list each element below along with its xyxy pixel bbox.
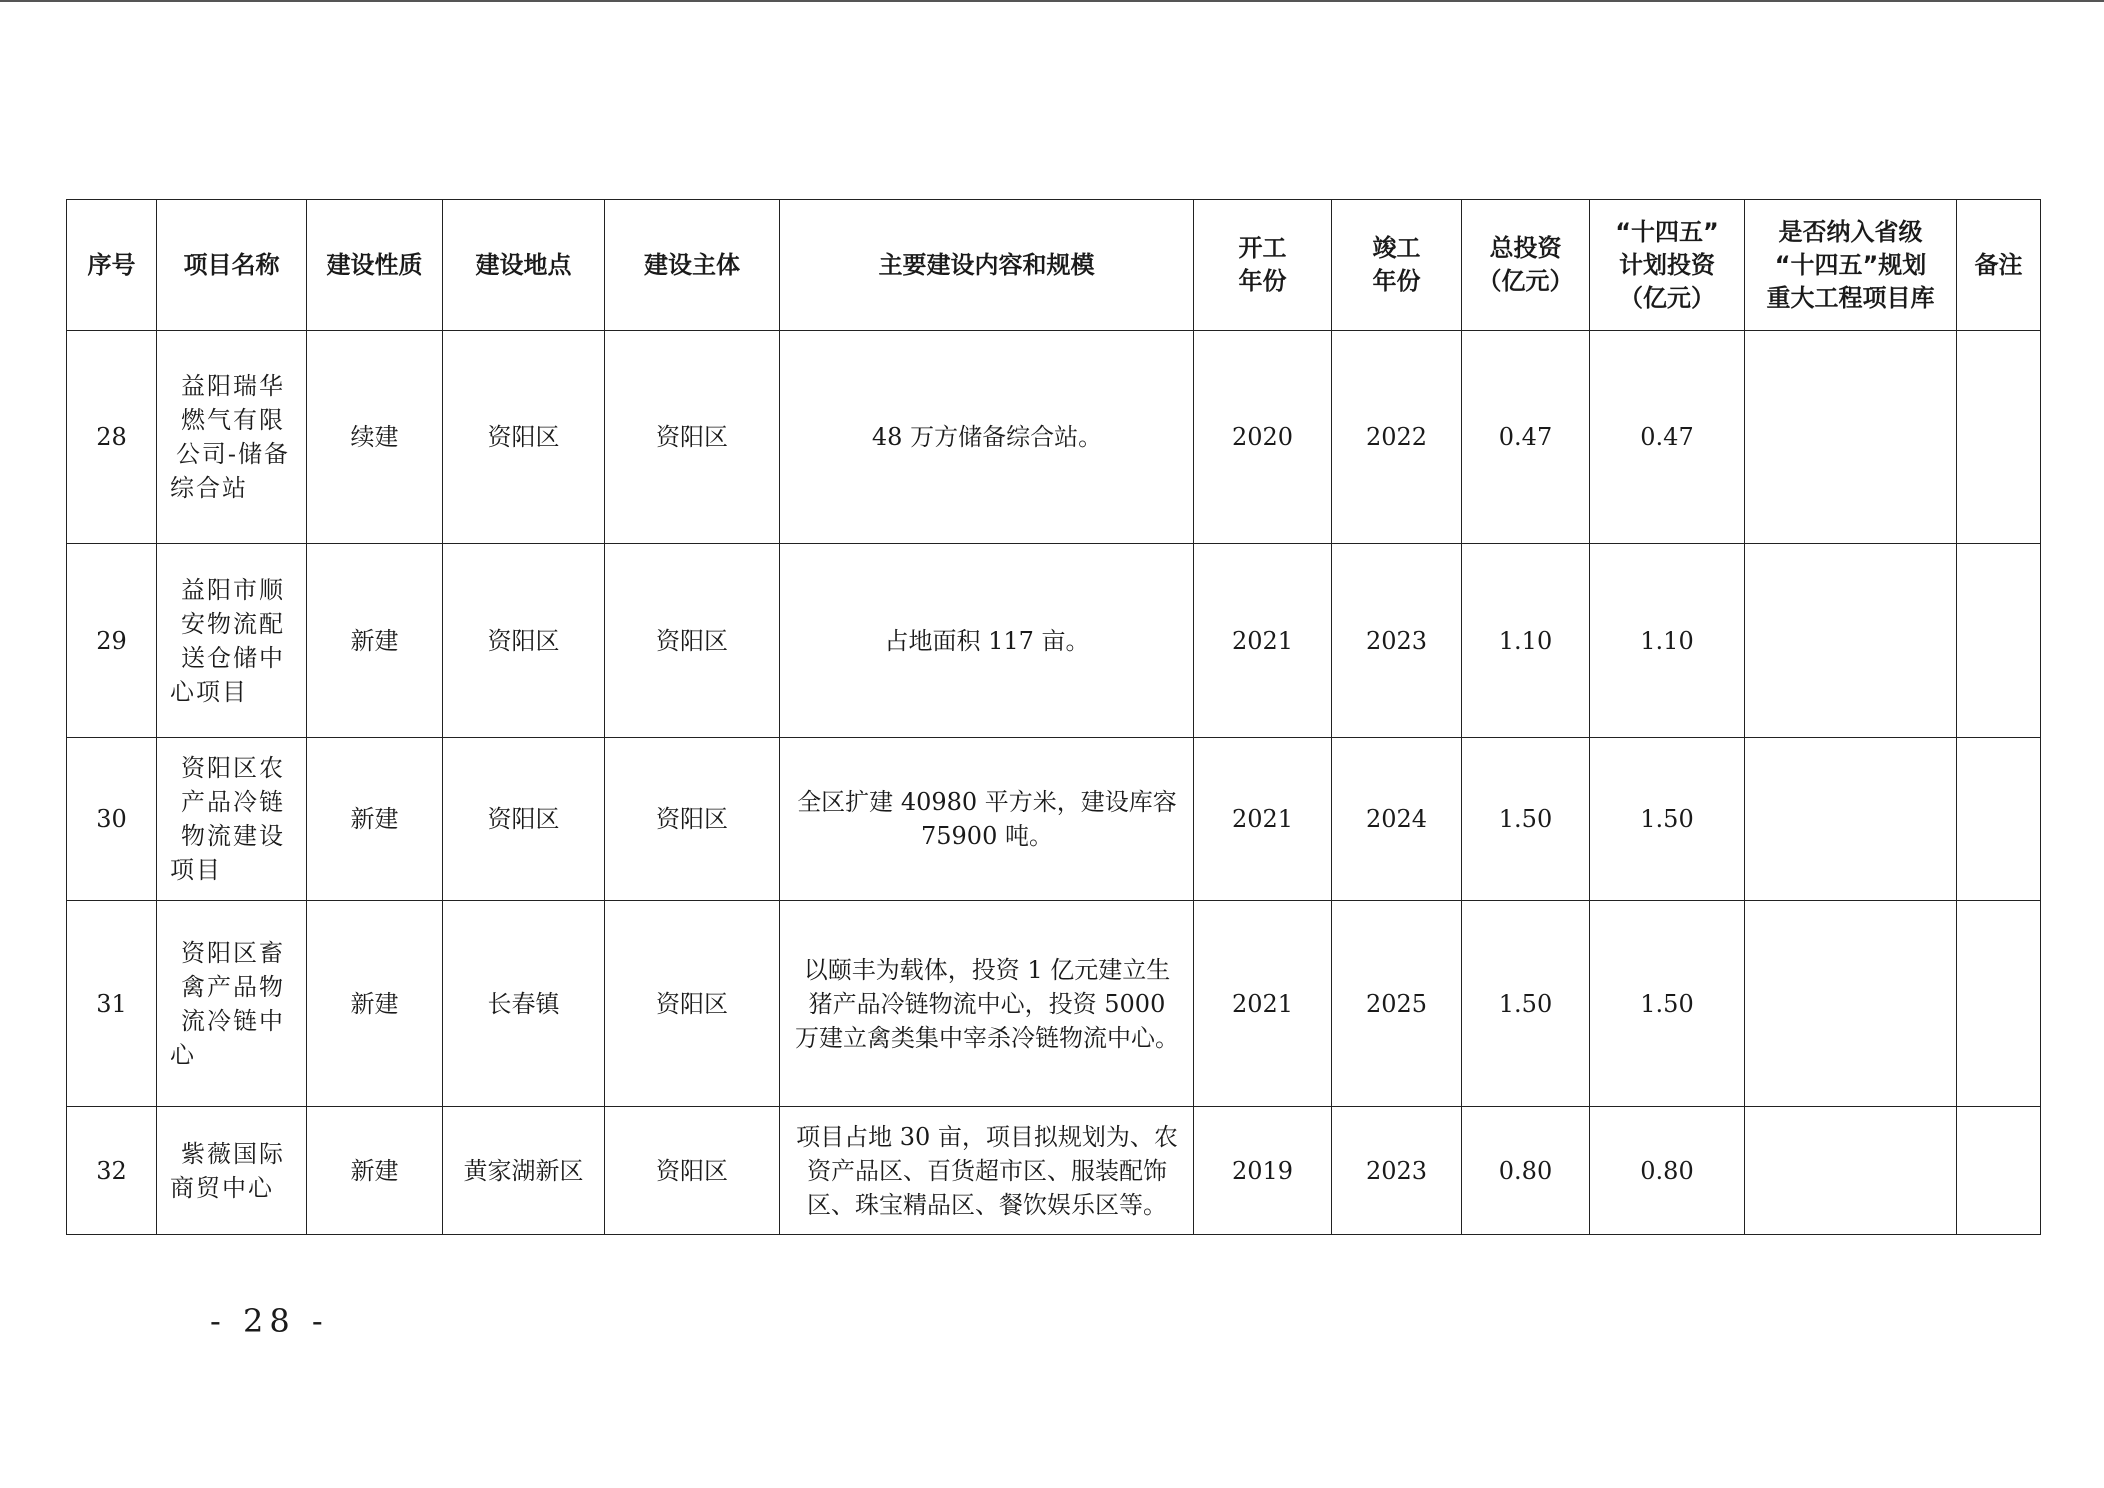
- cell-provincial-library: [1745, 331, 1957, 544]
- cell-seq: 31: [67, 901, 157, 1107]
- cell-entity: 资阳区: [605, 738, 780, 901]
- cell-provincial-library: [1745, 738, 1957, 901]
- cell-location: 资阳区: [443, 738, 605, 901]
- table-row: [67, 544, 2041, 738]
- cell-seq: 28: [67, 331, 157, 544]
- cell-start-year: 2020: [1194, 331, 1332, 544]
- cell-project-name: 资阳区农产品冷链物流建设项目: [157, 738, 307, 901]
- cell-provincial-library: [1745, 901, 1957, 1107]
- header-total-line2: （亿元）: [1477, 267, 1574, 295]
- cell-provincial-library: [1745, 544, 1957, 738]
- page-top-border: [0, 0, 2104, 2]
- header-name: 项目名称: [157, 200, 307, 331]
- cell-start-year: 2021: [1194, 738, 1332, 901]
- header-end-line1: 竣工: [1372, 234, 1421, 262]
- header-end-year: [1332, 200, 1462, 331]
- cell-total-investment: 1.50: [1462, 738, 1590, 901]
- header-entity: 建设主体: [605, 200, 780, 331]
- header-remark: 备注: [1957, 200, 2041, 331]
- cell-total-investment: 1.50: [1462, 901, 1590, 1107]
- cell-remark: [1957, 901, 2041, 1107]
- cell-start-year: 2019: [1194, 1107, 1332, 1235]
- cell-plan-investment: 1.10: [1590, 544, 1745, 738]
- cell-project-name: 资阳区畜禽产品物流冷链中心: [157, 901, 307, 1107]
- cell-content: 占地面积 117 亩。: [780, 544, 1194, 738]
- cell-seq: 30: [67, 738, 157, 901]
- cell-end-year: 2023: [1332, 1107, 1462, 1235]
- cell-location: 资阳区: [443, 331, 605, 544]
- cell-entity: 资阳区: [605, 1107, 780, 1235]
- header-lib-line2: “十四五”规划: [1774, 250, 1927, 279]
- cell-entity: 资阳区: [605, 544, 780, 738]
- cell-project-name: 紫薇国际商贸中心: [157, 1107, 307, 1235]
- cell-total-investment: 0.47: [1462, 331, 1590, 544]
- cell-content: 48 万方储备综合站。: [780, 331, 1194, 544]
- cell-project-name: 益阳瑞华燃气有限公司-储备综合站: [157, 331, 307, 544]
- header-seq: 序号: [67, 200, 157, 331]
- cell-seq: 29: [67, 544, 157, 738]
- table-row: [67, 331, 2041, 544]
- header-provincial-library: [1745, 200, 1957, 331]
- cell-nature: 续建: [307, 331, 443, 544]
- cell-location: 长春镇: [443, 901, 605, 1107]
- table-row: [67, 901, 2041, 1107]
- cell-location: 黄家湖新区: [443, 1107, 605, 1235]
- header-nature: 建设性质: [307, 200, 443, 331]
- cell-provincial-library: [1745, 1107, 1957, 1235]
- cell-nature: 新建: [307, 738, 443, 901]
- cell-content: 项目占地 30 亩，项目拟规划为、农资产品区、百货超市区、服装配饰区、珠宝精品区、餐饮娱乐区等。: [780, 1107, 1194, 1235]
- header-lib-line3: 重大工程项目库: [1766, 283, 1935, 312]
- cell-start-year: 2021: [1194, 544, 1332, 738]
- cell-end-year: 2025: [1332, 901, 1462, 1107]
- header-content: 主要建设内容和规模: [780, 200, 1194, 331]
- cell-nature: 新建: [307, 544, 443, 738]
- cell-project-name: 益阳市顺安物流配送仓储中心项目: [157, 544, 307, 738]
- cell-content: 以颐丰为载体，投资 1 亿元建立生猪产品冷链物流中心，投资 5000 万建立禽类集中宰杀冷链物流中心。: [780, 901, 1194, 1107]
- header-plan-line1: “十四五”: [1615, 217, 1719, 246]
- cell-plan-investment: 1.50: [1590, 738, 1745, 901]
- header-plan-line3: （亿元）: [1619, 283, 1715, 312]
- cell-plan-investment: 1.50: [1590, 901, 1745, 1107]
- cell-location: 资阳区: [443, 544, 605, 738]
- cell-seq: 32: [67, 1107, 157, 1235]
- cell-plan-investment: 0.47: [1590, 331, 1745, 544]
- cell-total-investment: 1.10: [1462, 544, 1590, 738]
- header-lib-line1: 是否纳入省级: [1778, 217, 1923, 246]
- cell-end-year: 2024: [1332, 738, 1462, 901]
- project-table: [66, 199, 2041, 1235]
- header-plan-line2: 计划投资: [1619, 250, 1715, 279]
- cell-remark: [1957, 738, 2041, 901]
- cell-start-year: 2021: [1194, 901, 1332, 1107]
- cell-remark: [1957, 544, 2041, 738]
- cell-end-year: 2022: [1332, 331, 1462, 544]
- header-total-investment: [1462, 200, 1590, 331]
- header-total-line1: 总投资: [1489, 234, 1562, 262]
- header-end-line2: 年份: [1372, 267, 1421, 295]
- table-header-row: [67, 200, 2041, 331]
- cell-nature: 新建: [307, 1107, 443, 1235]
- cell-entity: 资阳区: [605, 901, 780, 1107]
- cell-total-investment: 0.80: [1462, 1107, 1590, 1235]
- cell-entity: 资阳区: [605, 331, 780, 544]
- table-row: [67, 738, 2041, 901]
- header-start-line2: 年份: [1238, 267, 1287, 295]
- page-number: - 28 -: [210, 1302, 329, 1340]
- header-location: 建设地点: [443, 200, 605, 331]
- cell-plan-investment: 0.80: [1590, 1107, 1745, 1235]
- cell-remark: [1957, 1107, 2041, 1235]
- header-plan-investment: [1590, 200, 1745, 331]
- cell-nature: 新建: [307, 901, 443, 1107]
- table-row: [67, 1107, 2041, 1235]
- cell-remark: [1957, 331, 2041, 544]
- cell-end-year: 2023: [1332, 544, 1462, 738]
- header-start-line1: 开工: [1238, 234, 1287, 262]
- cell-content: 全区扩建 40980 平方米，建设库容 75900 吨。: [780, 738, 1194, 901]
- header-start-year: [1194, 200, 1332, 331]
